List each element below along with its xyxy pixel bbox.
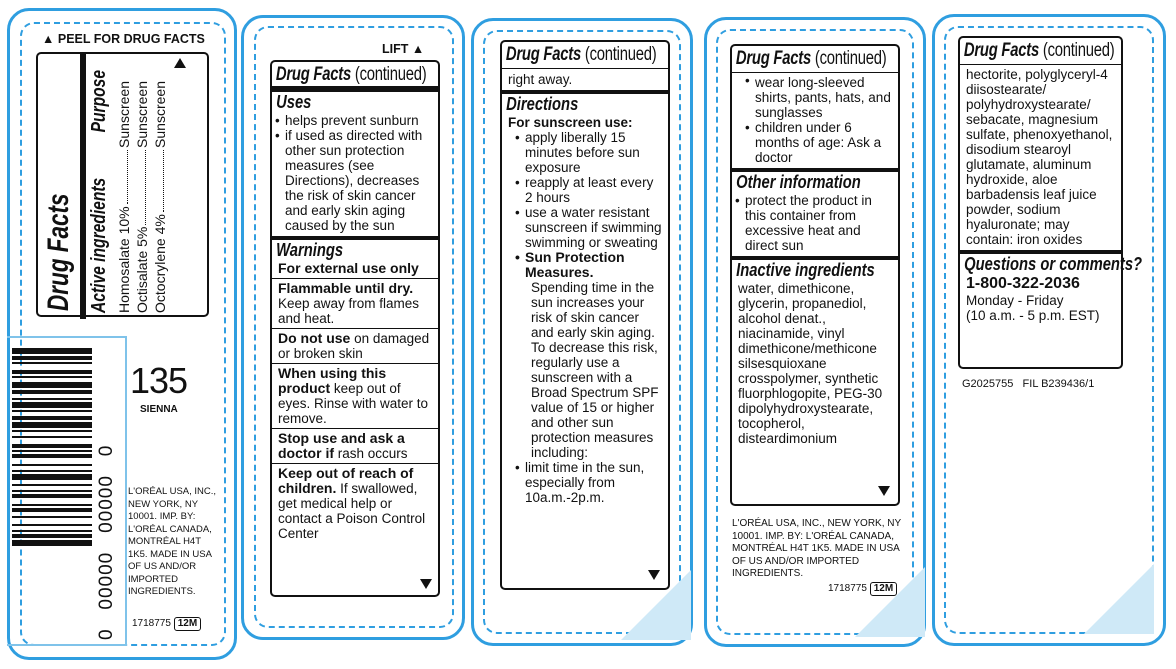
panel-5-drug-facts-box	[958, 36, 1143, 369]
panel-5-corner	[1084, 564, 1154, 634]
continued-text: right away.	[508, 72, 573, 87]
warning-block: When using this product keep out of eyes. Rinse with water to remove.	[278, 365, 429, 426]
other-info-title: Other information	[736, 172, 861, 192]
sun-protection-title: • Sun Protection Measures.	[512, 250, 668, 280]
continue-arrow-icon	[174, 58, 186, 68]
barcode	[12, 348, 92, 628]
directions-item: • use a water resistant sunscreen if swimming swimming or sweating	[512, 205, 668, 250]
panel-4-address: L'ORÉAL USA, INC., NEW YORK, NY 10001. IMP. BY: L'ORÉAL CANADA, MONTRÉAL H4T 1K5. MADE IN USA OF US AND/OR IMPORTED INGREDIENTS.	[732, 518, 901, 579]
panel-3-header: Drug Facts (continued)	[505, 44, 657, 65]
lift-label[interactable]: LIFT ▲	[382, 42, 425, 56]
warning-block: Keep out of reach of children. If swallowed, get medical help or contact a Poison Control Center	[278, 465, 426, 541]
peel-label[interactable]: ▲ PEEL FOR DRUG FACTS	[42, 32, 205, 46]
continue-arrow-icon	[420, 579, 432, 589]
uses-title: Uses	[276, 92, 312, 112]
warnings-sub: For external use only	[278, 260, 419, 276]
continue-arrow-icon	[878, 486, 890, 496]
continue-arrow-icon	[648, 570, 660, 580]
directions-title: Directions	[506, 94, 579, 114]
panel-1-code: 1718775 12M	[132, 617, 201, 631]
phone-number[interactable]: 1-800-322-2036	[966, 275, 1080, 292]
warning-block: Stop use and ask a doctor if rash occurs	[278, 430, 408, 461]
panel-1-address: L'ORÉAL USA, INC., NEW YORK, NY 10001. IMP. BY: L'ORÉAL CANADA, MONTRÉAL H4T 1K5. MADE IN USA OF US AND/OR IMPORTED INGREDIENTS.	[128, 486, 217, 597]
panel-1-drug-facts-box	[36, 52, 209, 317]
ingredient-row: Homosalate 10% Sunscreen	[116, 81, 132, 313]
for-sunscreen-use: For sunscreen use:	[508, 115, 633, 130]
purpose-header: Purpose	[88, 70, 110, 133]
hours-days: Monday - Friday	[966, 293, 1064, 308]
panel-2-drug-facts-box	[270, 60, 440, 597]
lift-arrow-icon: ▲	[411, 42, 425, 56]
panel-4-code: 1718775 12M	[828, 582, 897, 596]
inactive-text: water, dimethicone, glycerin, propanediol, alcohol denat., niacinamide, vinyl dimethicone/methicone silsesquioxane crosspolymer, synthetic fluorphlogopite, PEG-30 dipolyhydroxystearate, tocopherol, disteardimonium	[738, 281, 883, 446]
ingredient-row: Octocrylene 4% Sunscreen	[152, 81, 168, 313]
barcode-digits: 0 00000 00000 0	[96, 444, 117, 640]
sun-protection-bullet: • limit time in the sun, especially from 10a.m.-2p.m.	[512, 460, 668, 505]
uses-item: • helps prevent sunburn	[272, 113, 438, 128]
panel-2-header: Drug Facts (continued)	[275, 64, 427, 85]
warnings-title: Warnings	[276, 240, 344, 260]
peel-arrow-icon: ▲	[42, 32, 55, 46]
directions-item: • wear long-sleeved shirts, pants, hats, and sunglasses	[742, 73, 898, 120]
pao-12m-icon: 12M	[174, 617, 201, 631]
questions-title: Questions or comments?	[964, 254, 1143, 274]
panel-4-drug-facts-box	[730, 44, 900, 506]
warning-block: Do not use on damaged or broken skin	[278, 330, 430, 361]
shade-number: 135	[130, 360, 188, 401]
warning-block: Flammable until dry. Keep away from flames and heat.	[278, 280, 420, 326]
ingredient-row: Octisalate 5% Sunscreen	[134, 81, 150, 313]
panel-5-codes: G2025755 FIL B239436/1	[962, 378, 1095, 390]
panel-4-header: Drug Facts (continued)	[735, 48, 887, 69]
panel-3-drug-facts-box	[500, 40, 670, 590]
inactive-continued: hectorite, polyglyceryl-4 diisostearate/ polyhydroxystearate/ sebacate, magnesium sulfate, phenoxyethanol, disodium stearoyl glutamate, aluminum hydroxide, aloe barbadensis leaf juice powder, sodium hyaluronate; may contain: iron oxides	[966, 67, 1113, 247]
inactive-title: Inactive ingredients	[736, 260, 875, 280]
directions-item: • children under 6 months of age: Ask a doctor	[742, 120, 898, 168]
panel-1-title: Drug Facts	[42, 193, 75, 311]
active-ingredients-header: Active ingredients	[88, 177, 110, 313]
other-info-item: • protect the product in this container from excessive heat and direct sun	[732, 193, 898, 256]
uses-item: • if used as directed with other sun protection measures (see Directions), decreases the risk of skin cancer and early skin aging caused by the sun	[272, 128, 438, 236]
panel-5-header: Drug Facts (continued)	[963, 40, 1115, 61]
directions-item: • reapply at least every 2 hours	[512, 175, 668, 205]
sun-protection-text: Spending time in the sun increases your risk of skin cancer and early skin aging. To decrease this risk, regularly use a sunscreen with a Broad Spectrum SPF value of 15 or higher and other sun protection measures including:	[531, 280, 659, 460]
shade-name: SIENNA	[140, 404, 178, 415]
directions-item: • apply liberally 15 minutes before sun exposure	[512, 130, 668, 175]
pao-12m-icon: 12M	[870, 582, 897, 596]
hours-time: (10 a.m. - 5 p.m. EST)	[966, 308, 1100, 323]
